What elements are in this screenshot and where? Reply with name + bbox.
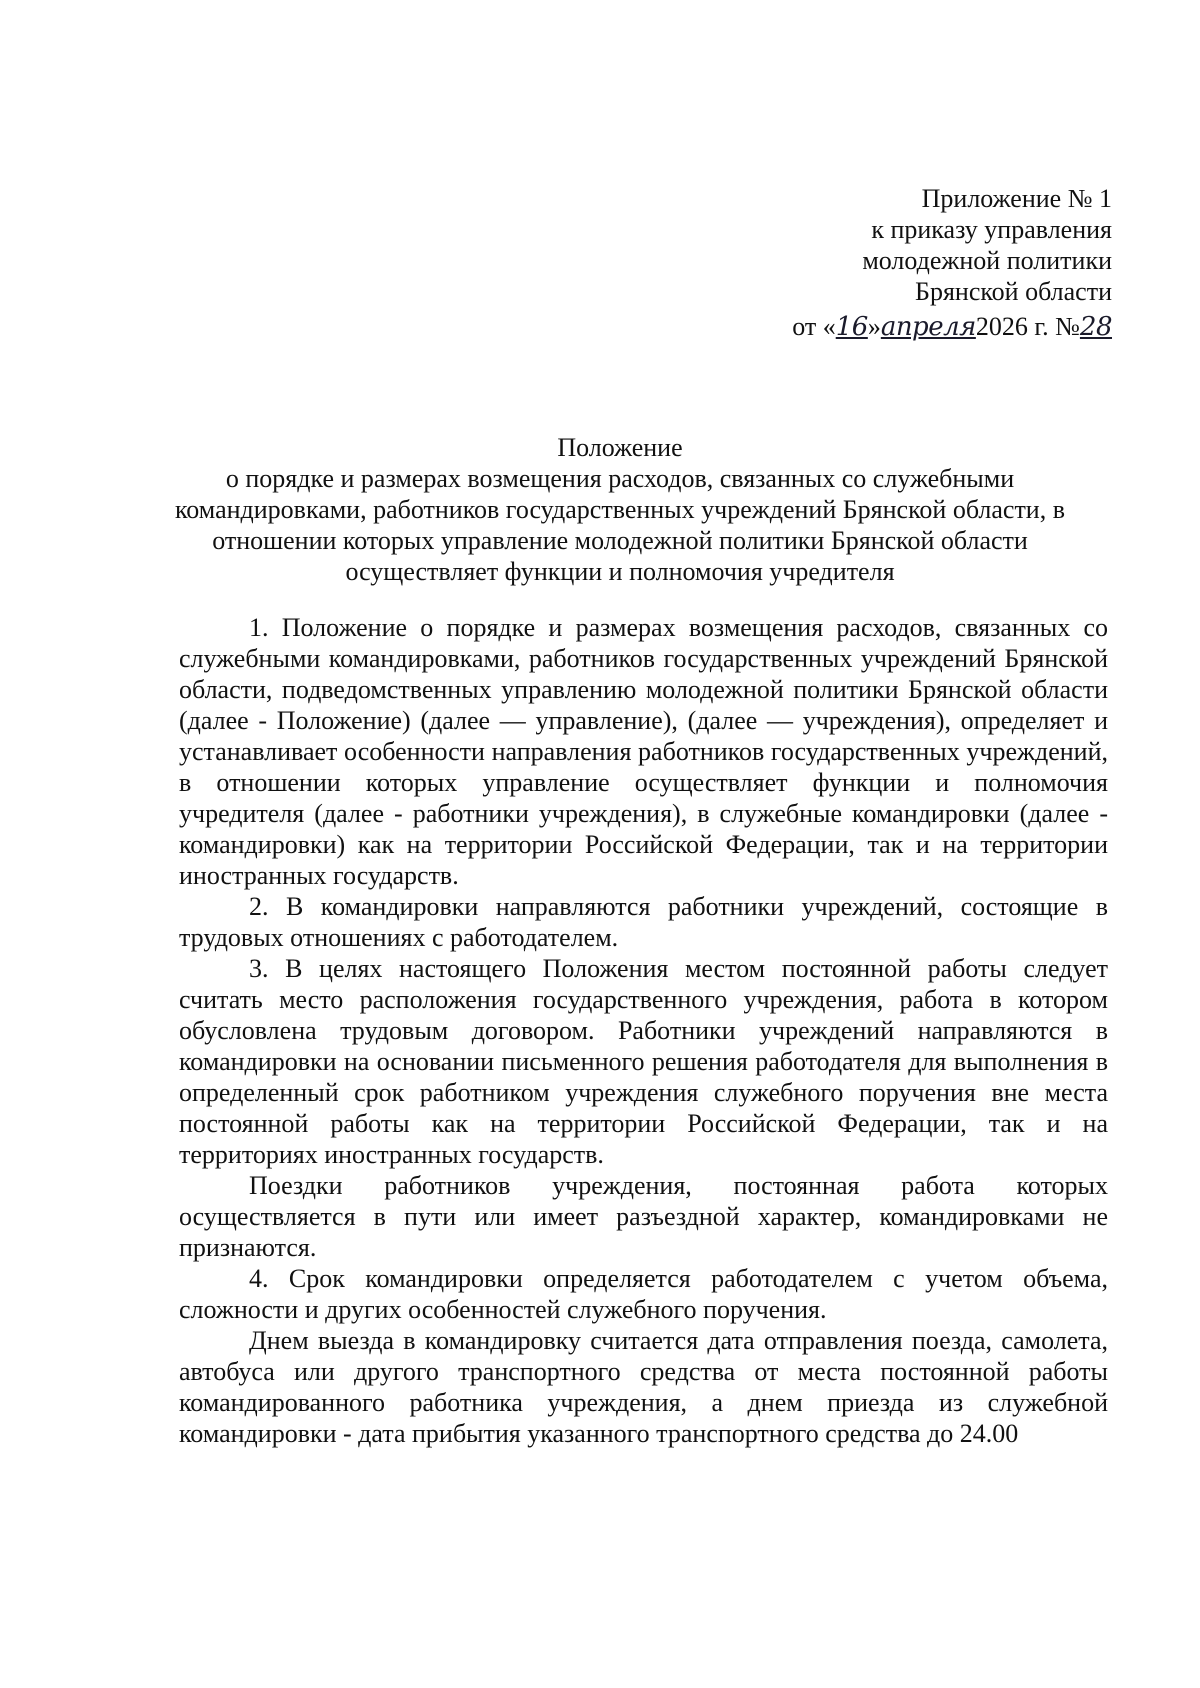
date-year: 2026 г. № [975,312,1080,341]
appendix-department: молодежной политики [862,246,1112,275]
paragraph-4: 4. Срок командировки определяется работодателем с учетом объема, сложности и других особенностей служебного поручения. [179,1264,1108,1324]
title-line: отношении которых управление молодежной политики Брянской области [212,526,1028,555]
paragraph-3-trips: Поездки работников учреждения, постоянная работа которых осуществляется в пути или имеет разъездной характер, командировками не признаются. [179,1171,1108,1262]
paragraph-3: 3. В целях настоящего Положения местом постоянной работы следует считать место расположения государственного учреждения, работа в котором обусловлена трудовым договором. Работники учреждений направляются в командировки на основании письменного решения работодателя для выполнения в определенный срок работником учреждения служебного поручения вне места постоянной работы как на территории Российской Федерации, так и на территориях иностранных государств. [179,954,1108,1169]
handwritten-month: апреля [880,312,976,342]
title-line: осуществляет функции и полномочия учредителя [345,557,895,586]
title-line: командировками, работников государственных учреждений Брянской области, в [174,495,1066,524]
document-body [179,612,1108,1449]
paragraph-2: 2. В командировки направляются работники учреждений, состоящие в трудовых отношениях с работодателем. [179,892,1108,952]
appendix-header [792,183,1112,343]
date-prefix: от « [792,312,836,341]
appendix-region: Брянской области [915,277,1112,306]
appendix-order-ref: к приказу управления [871,215,1112,244]
title-line: о порядке и размерах возмещения расходов, связанных со служебными [225,464,1015,493]
document-title [160,432,1080,587]
title-heading: Положение [557,433,683,462]
paragraph-4-departure-day: Днем выезда в командировку считается дата отправления поезда, самолета, автобуса или другого транспортного средства от места постоянной работы командированного работника учреждения, а днем приезда из служебной командировки - дата прибытия указанного транспортного средства до 24.00 [179,1326,1108,1448]
date-close-quote: » [867,312,881,341]
paragraph-1: 1. Положение о порядке и размерах возмещения расходов, связанных со служебными командировками, работников государственных учреждений Брянской области, подведомственных управлению молодежной политики Брянской области (далее - Положение) (далее — управление), (далее — учреждения), определяет и устанавливает особенности направления работников государственных учреждений, в отношении которых управление осуществляет функции и полномочия учредителя (далее - работники учреждения), в служебные командировки (далее - командировки) как на территории Российской Федерации, так и на территории иностранных государств. [179,613,1108,890]
appendix-title: Приложение № 1 [921,184,1112,213]
handwritten-day: 16 [835,312,868,342]
appendix-date-line [792,311,1112,343]
handwritten-number: 28 [1079,312,1112,342]
